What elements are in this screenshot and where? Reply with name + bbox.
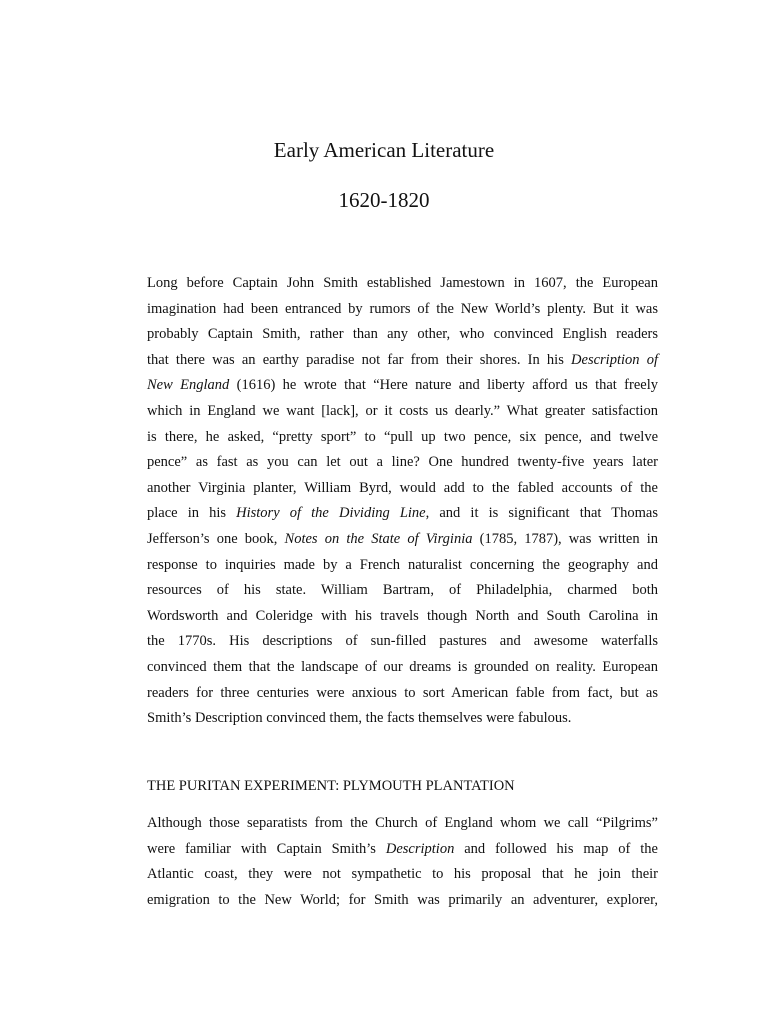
section-heading: THE PURITAN EXPERIMENT: PLYMOUTH PLANTATION bbox=[147, 778, 515, 794]
text-line bbox=[147, 399, 658, 425]
text-span: (1785, 1787), was written in bbox=[472, 530, 658, 547]
text-span: Wordsworth and Coleridge with his travels though North and South Carolina in bbox=[147, 607, 658, 624]
text-line bbox=[147, 527, 658, 553]
italic-title: New England bbox=[147, 377, 230, 394]
text-span: readers for three centuries were anxious to sort American fable from fact, but as bbox=[147, 684, 658, 701]
text-span: Jefferson’s one book, bbox=[147, 530, 285, 547]
text-span: place in his bbox=[147, 505, 237, 522]
text-line bbox=[147, 425, 658, 451]
text-span: response to inquiries made by a French naturalist concerning the geography and bbox=[147, 556, 658, 573]
text-span: that there was an earthy paradise not far from their shores. In his bbox=[147, 351, 572, 368]
text-span: and followed his map of the bbox=[454, 840, 658, 857]
text-span: were familiar with Captain Smith’s bbox=[147, 840, 386, 857]
text-span: pence” as fast as you can let out a line? One hundred twenty-five years later bbox=[147, 454, 658, 471]
italic-title: Description of bbox=[571, 351, 658, 368]
text-span: Smith’s Description convinced them, the facts themselves were fabulous. bbox=[147, 710, 572, 727]
text-span: emigration to the New World; for Smith was primarily an adventurer, explorer, bbox=[147, 891, 658, 908]
text-line bbox=[147, 476, 658, 502]
text-line bbox=[147, 271, 658, 297]
text-span: Although those separatists from the Church of England whom we call “Pilgrims” bbox=[147, 815, 658, 831]
text-span: , and it is significant that Thomas bbox=[425, 505, 659, 522]
text-line bbox=[147, 553, 658, 579]
text-span: convinced them that the landscape of our dreams is grounded on reality. European bbox=[147, 658, 658, 675]
text-line bbox=[147, 862, 658, 888]
text-span: Long before Captain John Smith established Jamestown in 1607, the European bbox=[147, 275, 658, 291]
paragraph-intro bbox=[147, 271, 658, 732]
italic-title: Description bbox=[385, 840, 455, 857]
text-span: imagination had been entranced by rumors of the New World’s plenty. But it was bbox=[147, 300, 658, 317]
text-span: which in England we want [lack], or it costs us dearly.” What greater satisfaction bbox=[147, 402, 658, 419]
paragraph-plymouth bbox=[147, 811, 658, 913]
text-line bbox=[147, 450, 658, 476]
text-span: the 1770s. His descriptions of sun-filled pastures and awesome waterfalls bbox=[147, 633, 658, 650]
text-span: probably Captain Smith, rather than any other, who convinced English readers bbox=[147, 326, 658, 343]
text-line bbox=[147, 297, 658, 323]
text-line bbox=[147, 348, 658, 374]
document-years: 1620-1820 bbox=[338, 188, 430, 212]
text-span: another Virginia planter, William Byrd, would add to the fabled accounts of the bbox=[147, 479, 658, 496]
text-span: Atlantic coast, they were not sympathetic to his proposal that he join their bbox=[147, 866, 658, 883]
text-line bbox=[147, 655, 658, 681]
text-line bbox=[147, 373, 658, 399]
italic-title: History of the Dividing Line bbox=[236, 505, 426, 522]
text-span: is there, he asked, “pretty sport” to “pull up two pence, six pence, and twelve bbox=[147, 428, 658, 445]
text-line bbox=[147, 501, 658, 527]
text-line bbox=[147, 837, 658, 863]
text-line bbox=[147, 811, 658, 837]
italic-title: Notes on the State of Virginia bbox=[284, 530, 473, 547]
text-line bbox=[147, 681, 658, 707]
text-span: resources of his state. William Bartram, of Philadelphia, charmed both bbox=[147, 582, 658, 599]
document-title: Early American Literature bbox=[273, 138, 495, 162]
text-line bbox=[147, 604, 658, 630]
text-line bbox=[147, 706, 658, 732]
text-line bbox=[147, 322, 658, 348]
text-line bbox=[147, 629, 658, 655]
text-span: (1616) he wrote that “Here nature and liberty afford us that freely bbox=[229, 377, 658, 394]
text-line bbox=[147, 578, 658, 604]
text-line bbox=[147, 888, 658, 914]
